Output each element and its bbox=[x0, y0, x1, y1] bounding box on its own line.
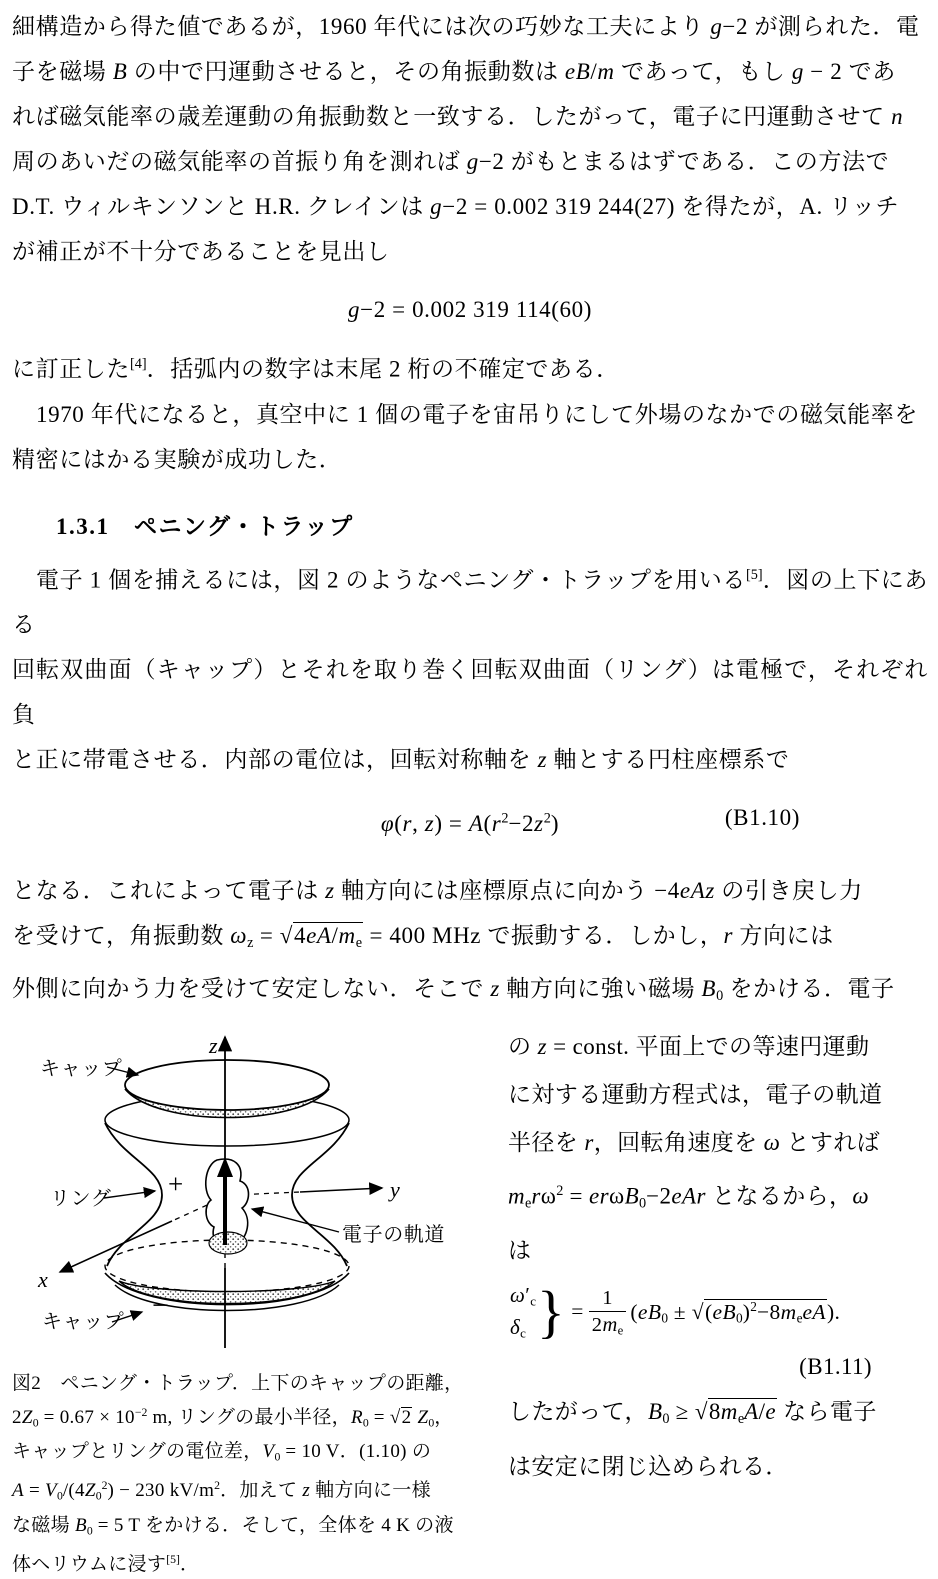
delta-c: $\delta_c$ bbox=[510, 1315, 526, 1342]
right-column bbox=[508, 1023, 928, 1579]
equation-b111 bbox=[510, 1279, 928, 1345]
two-column-section bbox=[12, 1023, 928, 1579]
penning-trap-figure bbox=[12, 1023, 472, 1353]
paragraph-4: 電子 1 個を捕えるには，図 2 のようなペニング・トラップを用いる[5]．図の上下にある 回転双曲面（キャップ）とそれを取り巻く回転双曲面（リング）は電極で，それぞれ負 と正に帯電させる．内部の電位は，回転対称軸を z 軸とする円柱座標系で bbox=[12, 566, 928, 773]
equation-b110-body: φ(r, $z) = A(r^2-2z^2)$ bbox=[380, 810, 560, 836]
equation-b111-equals: = bbox=[571, 1299, 584, 1324]
equation-g2 bbox=[12, 290, 928, 330]
figure-label-electron-orbit: 電子の軌道 bbox=[342, 1223, 445, 1246]
equation-b111-stack bbox=[510, 1283, 536, 1342]
paragraph-3: 1970 年代になると，真空中に 1 個の電子を宙吊りにして外場のなかでの磁気能率を 精密にはかる実験が成功した． bbox=[12, 401, 918, 472]
equation-b111-fraction: $\frac{1}{2m_e}$ bbox=[589, 1286, 627, 1338]
figure-minus-sign: − bbox=[152, 1288, 170, 1322]
figure-axis-y-label: y bbox=[390, 1176, 401, 1202]
paragraph-2: に訂正した[4]．括弧内の数字は末尾 2 桁の不確定である． bbox=[12, 356, 620, 382]
equation-g2-body: g−2 = 0.002 319 114(60) bbox=[348, 297, 592, 322]
figure-caption: 図2 ペニング・トラップ．上下のキャップの距離， $2Z_0 = 0.67 \times 10^{-2}$ m, リングの最小半径，$R_0 = √2$ $Z_0$， キャップとリングの電位差，$V_0 = 10$ V．(1.10) の $A = V_0/(4Z_0^2) - 230$ $kV/m^2$．加えて z 軸方向に一様 な磁場 $B_0 = 5$ T をかける．そして，全体を 4 K の液 体ヘリウムに浸す[5]． bbox=[12, 1372, 464, 1575]
equation-label-b111: (B1.11) bbox=[799, 1353, 872, 1379]
omega-c-prime: $\omega'_c$ bbox=[510, 1283, 537, 1309]
equation-b111-brace: } bbox=[537, 1279, 566, 1345]
figure-label-cap-bottom: キャップ bbox=[42, 1310, 125, 1333]
equation-b111-body: $(eB_0 \pm √(eB_0)^2-8m_eeA)$. bbox=[630, 1298, 841, 1326]
figure-label-cap-top: キャップ bbox=[40, 1057, 123, 1080]
figure-axis-x-label: x bbox=[38, 1266, 49, 1292]
right-column-text-top: の z = const. 平面上での等速円運動 に対する運動方程式は，電子の軌道 半径を r，回転角速度を ω とすれば $m_er\omega^2 = er\omega B_0-2eAr$ となるから，ω は bbox=[508, 1033, 883, 1264]
paragraph-1: 細構造から得た値であるが，1960 年代には次の巧妙な工夫により g−2 が測られた．電 子を磁場 B の中で円運動させると，その角振動数は eB/m であって，もし g − 2 であ れば磁気能率の歳差運動の角振動数と一致する．したがって，電子に円運動させて n 周のあいだの磁気能率の首振り角を測れば g−2 がもとまるはずである．この方法で D.T. ウィルキンソンと H.R. クレインは g−2 = 0.002 319 244(27) を得たが，A. リッチ が補正が不十分であることを見出し bbox=[12, 14, 920, 264]
equation-b110 bbox=[12, 798, 928, 844]
figure-plus-sign: + bbox=[168, 1168, 184, 1199]
right-column-text-bottom: したがって，$B_0 \ge √8m_eA/e$ なら電子 は安定に閉じ込められる． bbox=[508, 1398, 877, 1479]
paragraph-5: となる．これによって電子は z 軸方向には座標原点に向かう −4eAz の引き戻し力 を受けて，角振動数 $\omega_z = √4eA/m_e = 400$ MHz で振動する．しかし，r 方向には 外側に向かう力を受けて安定しない．そこで z 軸方向に強い磁場 $B_0$ をかける．電子 bbox=[12, 877, 895, 1004]
figure-2 bbox=[12, 1023, 508, 1579]
figure-label-ring: リング bbox=[50, 1187, 112, 1210]
section-heading: 1.3.1 ペニング・トラップ bbox=[56, 513, 354, 539]
figure-axis-z-label: z bbox=[209, 1032, 219, 1058]
equation-label-b110: (B1.10) bbox=[724, 805, 800, 831]
